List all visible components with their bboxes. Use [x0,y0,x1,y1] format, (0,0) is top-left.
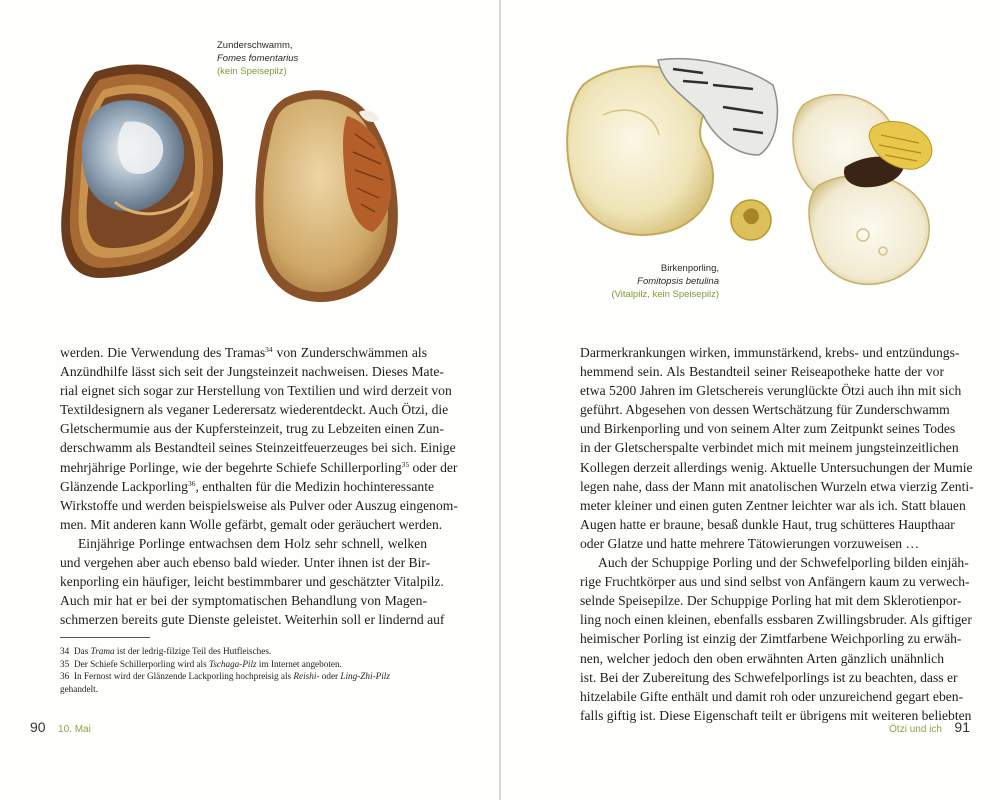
text-run: falls giftig ist. Diese Eigenschaft teilt er übrigens mit weiteren beliebten [580,707,972,723]
right-folio [889,719,970,737]
footnotes [60,645,440,695]
footnote-reference: 34 [265,345,273,354]
text-line [580,400,950,419]
footnote-number: 35 [60,658,70,669]
text-line [60,362,444,381]
text-line [580,687,964,706]
text-line [60,553,431,572]
caption-common-name: Zunderschwamm, [217,40,293,51]
text-line [580,381,962,400]
footnote-text [74,658,440,671]
text-line [580,419,956,438]
footnote-continuation: gehandelt. [60,683,99,694]
running-head: 10. Mai [58,724,91,735]
text-line [580,534,944,553]
footnote-run: im Internet angeboten. [256,658,342,669]
text-run: Augen hatte er braune, besaß dunkle Haut, trug schütteres Haupthaar [580,516,955,532]
text-line [60,496,458,515]
footnote-italic: Tschaga-Pilz [208,658,257,669]
footnote-run: Das [74,646,91,656]
right-page [501,0,1000,800]
text-run: Gletschermumie aus der Kupfersteinzeit, trug zu Lebzeiten einen Zun- [60,421,444,437]
text-line [60,381,452,400]
footnote-text [74,645,440,658]
text-line [580,362,944,381]
text-run: Anzündhilfe lässt sich seit der Jungsteinzeit nachweisen. Dieses Mate- [60,364,444,380]
footnote-reference: 35 [401,459,410,469]
text-run: hitzelabile Gifte enthält und damit roh oder unzureichend gegart eben- [580,688,964,704]
text-run: von Zunderschwämmen als [272,345,428,360]
text-run: meter kleiner und einen guten Zentner leichter war als ich. Statt blauen [580,497,966,513]
footnote-run: ist der ledrig-filzige Teil des Hutfleisches. [114,646,272,656]
text-run: geführt. Abgesehen von dessen Wertschätzung für Zunderschwamm [580,402,950,418]
text-run: oder der [409,459,458,475]
caption-latin-name: Fomitopsis betulina [637,276,719,287]
text-line [60,610,445,629]
text-run: mehrjährige Porlinge, wie der begehrte Schiefe Schillerporling [60,459,402,475]
text-line [580,343,960,362]
text-run: etwa 5200 Jahren im Gletschereis verunglückte Ötzi auch ihn mit sich [580,383,962,399]
text-line [580,553,969,572]
text-run: heimischer Porling ist einzig der Zimtfarbene Weichporling zu erwäh- [580,631,962,647]
footnote-number: 36 [60,671,70,681]
tinder-fungus-illustration [55,52,415,312]
text-run: werden. Die Verwendung des Tramas [60,345,266,360]
right-body-text [580,343,974,725]
text-run: legen nahe, dass der Mann mit anatolischen Wurzeln etwa vierzig Zenti- [580,478,974,494]
text-run: Kollegen derzeit allerdings wenig. Aktuelle Untersuchungen der Mumie [580,459,973,475]
caption-note: (kein Speisepilz) [217,66,287,77]
footnote-run: oder [319,671,341,681]
text-line [580,438,959,457]
text-run: rial eignet sich sogar zur Herstellung von Textilien und wird derzeit von [60,383,452,399]
footnote [60,645,440,658]
text-line [60,591,427,610]
left-body-text [60,343,458,629]
footnote-run: Der Schiefe Schillerporling wird als [74,658,209,669]
text-run: schmerzen bereits gute Dienste geleistet. Weiterhin soll er lindernd auf [60,612,445,628]
text-line [60,400,449,419]
text-line [60,477,435,496]
page-number: 91 [954,719,970,735]
text-run: kenporling ein häufiger, leicht bestimmbarer und geschätzter Vitalpilz. [60,574,444,590]
text-run: oder Glatze und hatte mehrere Tätowierungen vorzuweisen … [580,535,920,551]
footnote-run: In Fernost wird der Glänzende Lackporling hochpreisig als [74,671,294,681]
text-run: Glänzende Lackporling [60,478,188,494]
text-line [580,477,974,496]
left-folio [30,719,91,737]
text-run: Wirkstoffe und werden beispielsweise als Pulver oder Auszug eingenom- [60,497,458,513]
left-page [0,0,499,800]
footnote-italic: Trama [90,646,115,656]
caption-latin-name: Fomes fomentarius [217,53,299,64]
text-line [580,668,958,687]
text-run: hemmend sein. Als Bestandteil seiner Reiseapotheke hatte der vor [580,364,944,380]
text-line [60,515,443,534]
text-run: Auch mir hat er bei der symptomatischen Behandlung von Magen- [60,593,427,609]
text-line [580,458,973,477]
text-line [60,458,458,477]
text-run: Auch der Schuppige Porling und der Schwefelporling bilden einjäh- [598,555,969,571]
text-run: derschwamm als Bestandteil seines Steinzeitfeuerzeuges bei sich. Einige [60,440,456,456]
text-line [60,419,444,438]
footnote-number: 34 [60,646,70,656]
footnote-italic: Ling-Zhi-Pilz [340,671,390,681]
text-run: Darmerkrankungen wirken, immunstärkend, krebs- und entzündungs- [580,345,960,360]
text-run: , enthalten für die Medizin hochinteressante [195,478,435,494]
text-line [60,438,456,457]
text-run: nen, welcher jedoch den oben erwähnten Arten gänzlich unähnlich [580,650,944,666]
text-line [60,534,427,553]
running-head: Ötzi und ich [889,724,942,735]
left-figure-caption [217,39,298,78]
text-line [580,629,962,648]
text-run: men. Mit anderen kann Wolle gefärbt, gemalt oder geräuchert werden. [60,516,443,532]
text-line [60,572,444,591]
text-run: Textildesignern als veganer Lederersatz wiederentdeckt. Auch Ötzi, die [60,402,449,418]
footnote-text [74,670,440,683]
text-line [580,591,962,610]
footnote-italic: Reishi- [293,671,320,681]
text-line [580,649,944,668]
text-run: und Birkenporling und von seinem Alter zum Zeitpunkt seines Todes [580,421,956,437]
text-run: ist. Bei der Zubereitung des Schwefelporlings ist zu beachten, dass er [580,669,958,685]
text-run: selnde Speisepilze. Der Schuppige Porling hat mit dem Sklerotienpor- [580,593,962,609]
text-line [580,610,972,629]
page-number: 90 [30,719,46,735]
text-run: ling noch einen kleinen, ebenfalls essbaren Zwillingsbruder. Als giftiger [580,612,972,628]
text-run: und vergehen aber auch ebenso bald wieder. Unter ihnen ist der Bir- [60,555,431,571]
text-line [580,496,966,515]
footnote [60,670,440,683]
text-run: Einjährige Porlinge entwachsen dem Holz sehr schnell, welken [78,535,427,551]
text-run: rige Fruchtkörper aus und sind selbst von Anfängern kaum zu verwech- [580,574,970,590]
text-line [580,515,955,534]
footnote-reference: 36 [187,478,196,488]
right-figure-caption [561,262,719,301]
caption-common-name: Birkenporling, [660,263,719,274]
caption-note: (Vitalpilz, kein Speisepilz) [611,289,719,300]
text-run: in der Gletscherspalte verbindet mich mit meinem jungsteinzeitlichen [580,440,959,456]
text-line [60,343,427,362]
text-line [580,572,970,591]
footnote [60,658,440,671]
footnote-rule [60,637,150,638]
